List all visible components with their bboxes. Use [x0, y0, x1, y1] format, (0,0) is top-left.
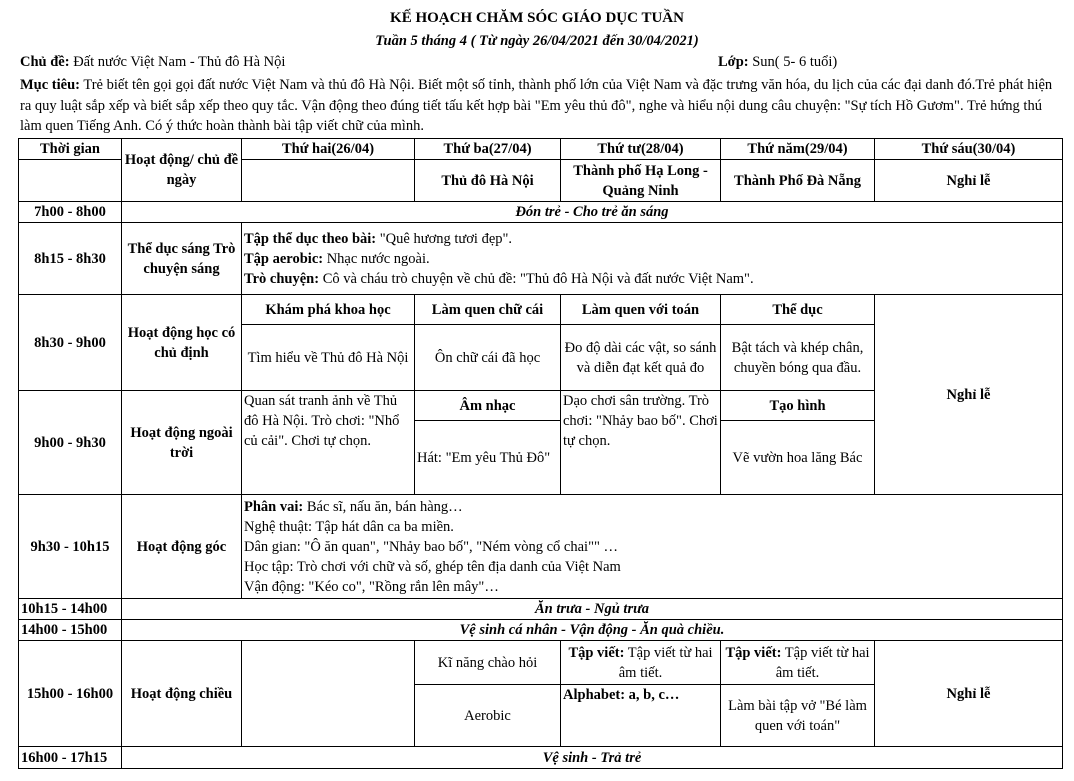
exercise-label: Tập thể dục theo bài: [244, 230, 377, 247]
topic-friday: Nghỉ lễ [875, 160, 1063, 202]
table-row [19, 223, 1063, 295]
day-thursday: Thứ năm(29/04) [721, 139, 875, 160]
time-cell: 9h30 - 10h15 [19, 495, 122, 599]
lesson-head-thursday: Thể dục [721, 295, 875, 325]
page-title: KẾ HOẠCH CHĂM SÓC GIÁO DỤC TUẦN [390, 10, 684, 26]
pickup-cell: Vệ sinh - Trả trẻ [122, 747, 1063, 769]
outdoor-text-thursday: Vẽ vườn hoa lăng Bác [721, 421, 875, 495]
time-cell: 9h00 - 9h30 [19, 391, 122, 495]
day-monday: Thứ hai(26/04) [242, 139, 415, 160]
time-cell: 14h00 - 15h00 [19, 620, 122, 641]
class-level-line [718, 54, 837, 71]
level-label: Lớp: [718, 54, 749, 70]
writing-label: Tập viết: [725, 644, 782, 661]
writing-text: Tập viết từ hai âm tiết. [618, 644, 713, 681]
lesson-head-tuesday: Làm quen chữ cái [415, 295, 561, 325]
outdoor-head-tuesday: Âm nhạc [415, 391, 561, 421]
chat-line [244, 269, 1060, 289]
aerobic-label: Tập aerobic: [244, 250, 324, 267]
outdoor-monday: Quan sát tranh ảnh về Thủ đô Hà Nội. Trò chơi: "Nhổ củ cải". Chơi tự chọn. [242, 391, 415, 495]
corner-line [244, 497, 1060, 517]
roleplay-text: Bác sĩ, nấu ăn, bán hàng… [303, 498, 463, 515]
exercise-text: "Quê hương tươi đẹp". [376, 230, 513, 247]
goal-text: Trẻ biết tên gọi gọi đất nước Việt Nam và thủ đô Hà Nội. Biết một số tỉnh, thành phố lớn của Việt Nam và đặc trưng văn hóa, du lịch của các đại danh đó.Trẻ phát hiện ra quy luật sắp xếp và biết sắp xếp theo quy tắc. Vận động theo đúng tiết tấu kết hợp bài "Em yêu thủ đô", nghe và hiểu nội dung câu chuyện: "Sự tích Hồ Gươm". Trẻ hứng thú làm quen Tiếng Anh. Có ý thức hoàn thành bài tập viết chữ của mình. [20, 77, 1053, 134]
corner-line: Dân gian: "Ô ăn quan", "Nhảy bao bố", "Ném vòng cổ chai"" … [244, 538, 619, 555]
lesson-text-wednesday: Đo độ dài các vật, so sánh và diễn đạt kết quả đo [561, 325, 721, 391]
time-cell: 16h00 - 17h15 [19, 747, 122, 769]
day-wednesday: Thứ tư(28/04) [561, 139, 721, 160]
writing-text: Tập viết từ hai âm tiết. [775, 644, 870, 681]
topic-line [20, 54, 285, 71]
corner-line: Vận động: "Kéo co", "Rồng rắn lên mây"… [244, 578, 499, 595]
lesson-head-monday: Khám phá khoa học [242, 295, 415, 325]
table-row [19, 295, 1063, 325]
holiday-cell: Nghỉ lễ [875, 641, 1063, 747]
activity-cell: Thể dục sáng Trò chuyện sáng [122, 223, 242, 295]
day-tuesday: Thứ ba(27/04) [415, 139, 561, 160]
afternoon-thursday-2: Làm bài tập vở "Bé làm quen với toán" [721, 685, 875, 747]
time-cell: 10h15 - 14h00 [19, 599, 122, 620]
afternoon-thursday-1 [721, 641, 875, 685]
morning-exercise-cell [242, 223, 1063, 295]
table-row [19, 620, 1063, 641]
activity-cell: Hoạt động học có chủ định [122, 295, 242, 391]
outdoor-text-tuesday: Hát: "Em yêu Thủ Đô" [415, 421, 561, 495]
schedule-table [18, 138, 1063, 769]
outdoor-wednesday: Dạo chơi sân trường. Trò chơi: "Nhảy bao bố". Chơi tự chọn. [561, 391, 721, 495]
lesson-text-tuesday: Ôn chữ cái đã học [415, 325, 561, 391]
chat-label: Trò chuyện: [244, 270, 320, 287]
col-activity-header: Hoạt động/ chủ đề ngày [122, 139, 242, 202]
day-friday: Thứ sáu(30/04) [875, 139, 1063, 160]
topic-label: Chủ đề: [20, 54, 70, 70]
time-cell: 8h30 - 9h00 [19, 295, 122, 391]
corner-line: Học tập: Trò chơi với chữ và số, ghép tên địa danh của Việt Nam [244, 558, 621, 575]
lesson-text-thursday: Bật tách và khép chân, chuyền bóng qua đầu. [721, 325, 875, 391]
goal-label: Mục tiêu: [20, 77, 80, 93]
topic-tuesday: Thủ đô Hà Nội [415, 160, 561, 202]
table-row [19, 202, 1063, 223]
empty-cell [19, 160, 122, 202]
aerobic-text: Nhạc nước ngoài. [323, 250, 430, 267]
topic-wednesday: Thành phố Hạ Long - Quảng Ninh [561, 160, 721, 202]
afternoon-tuesday-1: Kĩ năng chào hỏi [415, 641, 561, 685]
lunch-cell: Ăn trưa - Ngủ trưa [122, 599, 1063, 620]
aerobic-line [244, 249, 1060, 269]
table-row [19, 495, 1063, 599]
table-row [19, 641, 1063, 685]
col-time-header: Thời gian [19, 139, 122, 160]
roleplay-label: Phân vai: [244, 498, 304, 515]
afternoon-wednesday-1 [561, 641, 721, 685]
time-cell: 7h00 - 8h00 [19, 202, 122, 223]
time-cell: 8h15 - 8h30 [19, 223, 122, 295]
lesson-head-wednesday: Làm quen với toán [561, 295, 721, 325]
topic-value: Đất nước Việt Nam - Thủ đô Hà Nội [69, 54, 286, 70]
topic-monday [242, 160, 415, 202]
activity-cell: Hoạt động ngoài trời [122, 391, 242, 495]
chat-text: Cô và cháu trò chuyện về chủ đề: "Thủ đô Hà Nội và đất nước Việt Nam". [319, 270, 754, 287]
afternoon-tuesday-2: Aerobic [415, 685, 561, 747]
activity-cell: Hoạt động chiều [122, 641, 242, 747]
writing-label: Tập viết: [568, 644, 625, 661]
table-row [19, 747, 1063, 769]
corner-line: Nghệ thuật: Tập hát dân ca ba miền. [244, 518, 454, 535]
arrival-cell: Đón trẻ - Cho trẻ ăn sáng [122, 202, 1063, 223]
corner-activity-cell [242, 495, 1063, 599]
table-row [19, 599, 1063, 620]
level-value: Sun( 5- 6 tuổi) [748, 54, 838, 70]
outdoor-head-thursday: Tạo hình [721, 391, 875, 421]
afternoon-monday [242, 641, 415, 747]
goal-paragraph [20, 75, 1060, 137]
lesson-text-monday: Tìm hiểu về Thủ đô Hà Nội [242, 325, 415, 391]
time-cell: 15h00 - 16h00 [19, 641, 122, 747]
exercise-line [244, 229, 1060, 249]
activity-cell: Hoạt động góc [122, 495, 242, 599]
holiday-cell: Nghỉ lễ [875, 295, 1063, 495]
afternoon-wednesday-2: Alphabet: a, b, c… [561, 685, 721, 747]
topic-thursday: Thành Phố Đà Nẵng [721, 160, 875, 202]
afternoon-care-cell: Vệ sinh cá nhân - Vận động - Ăn quà chiều. [122, 620, 1063, 641]
page-subtitle: Tuần 5 tháng 4 ( Từ ngày 26/04/2021 đến 30/04/2021) [375, 33, 699, 49]
table-header-row [19, 139, 1063, 160]
